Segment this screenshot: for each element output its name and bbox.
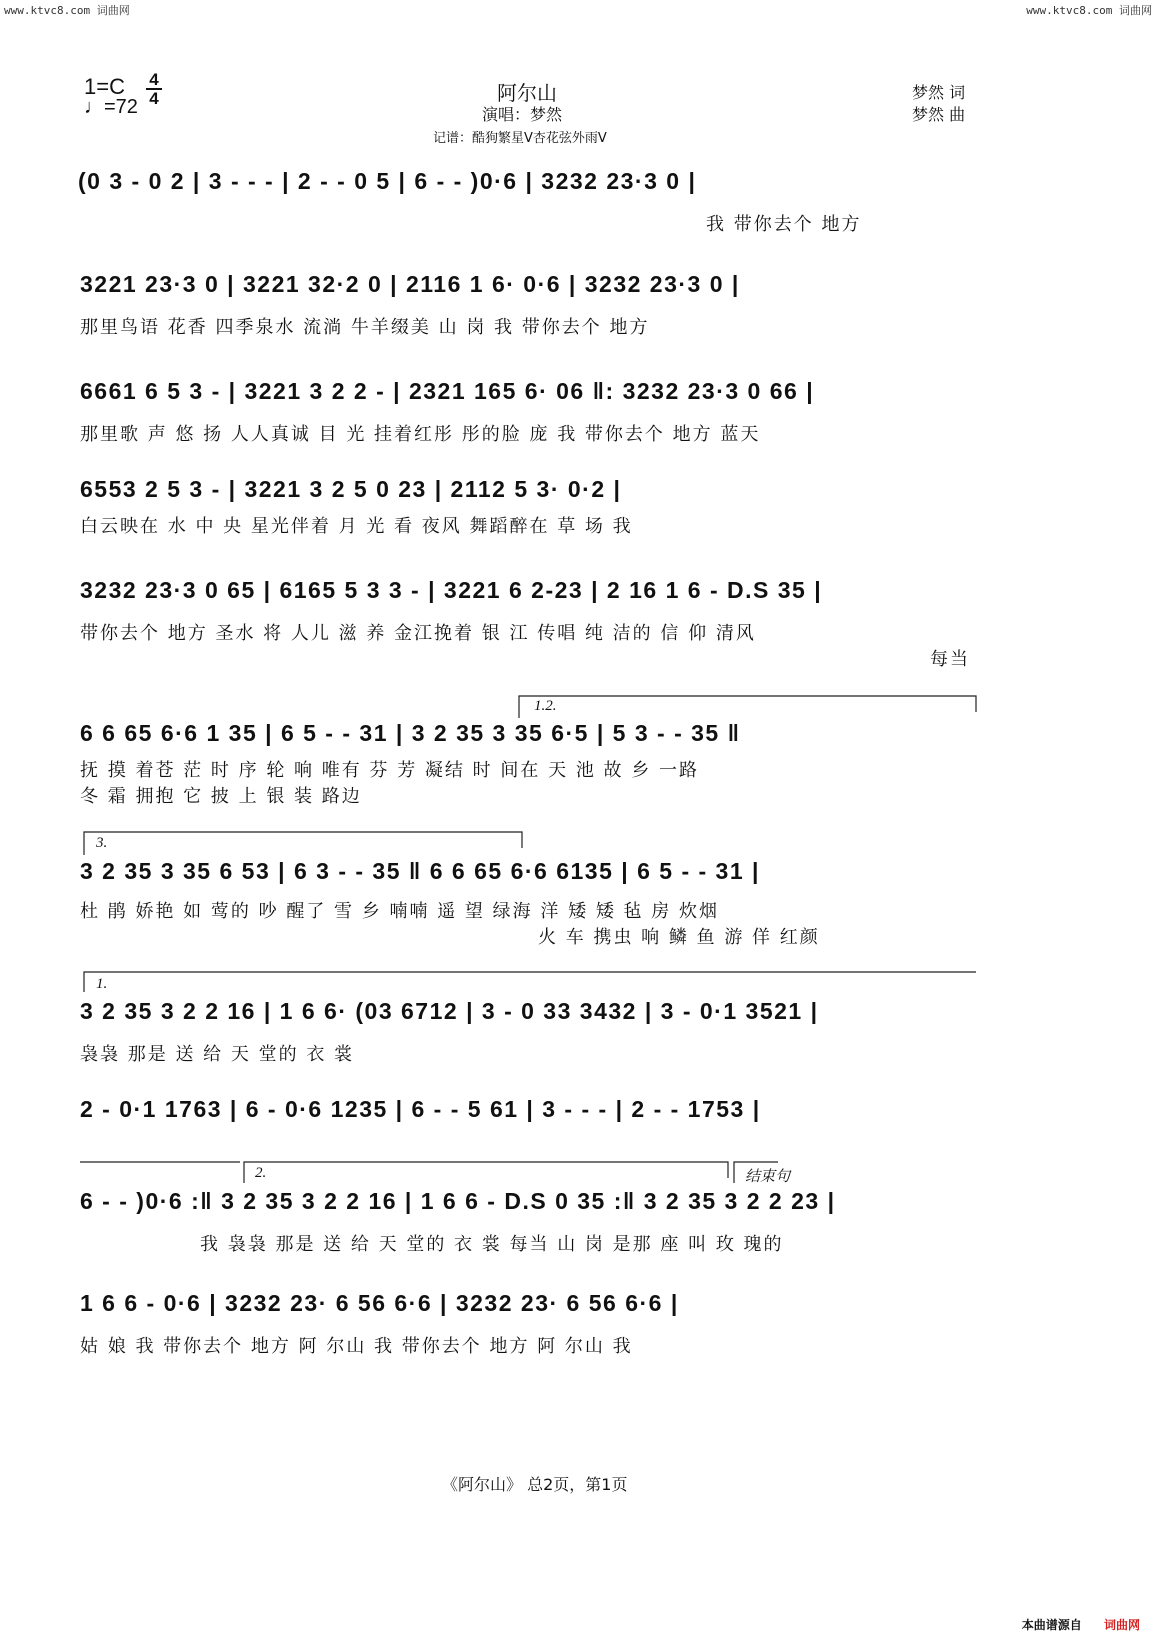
song-title: 阿尔山 (497, 81, 557, 105)
watermark-right: www.ktvc8.com 词曲网 (1026, 4, 1152, 17)
lyric-line: 那里歌 声 悠 扬 人人真诚 目 光 挂着红彤 彤的脸 庞 我 带你去个 地方 蓝天 (80, 424, 761, 445)
score-row: 6553 2 5 3 - | 3221 3 2 5 0 23 | 2112 5 3· 0·2 | (80, 476, 622, 502)
lyric-line: 抚 摸 着苍 茫 时 序 轮 响 唯有 芬 芳 凝结 时 间在 天 池 故 乡 一路 (80, 760, 699, 781)
score-row: 2 - 0·1 1763 | 6 - 0·6 1235 | 6 - - 5 61 | 3 - - - | 2 - - 1753 | (80, 1096, 761, 1122)
key-signature: 1=C (84, 74, 125, 99)
score-row: 6 6 65 6·6 1 35 | 6 5 - - 31 | 3 2 35 3 35 6·5 | 5 3 - - 35 ‖ (80, 720, 741, 746)
volta-label: 1.2. (534, 698, 557, 714)
lyric-line: 火 车 携虫 响 鳞 鱼 游 佯 红颜 (538, 927, 820, 948)
brand-site: 词曲网 (1103, 1618, 1140, 1632)
score-row: 3221 23·3 0 | 3221 32·2 0 | 2116 1 6· 0·6 | 3232 23·3 0 | (80, 271, 740, 297)
lyricist-credit: 梦然 词 (912, 83, 966, 102)
lyric-line: 姑 娘 我 带你去个 地方 阿 尔山 我 带你去个 地方 阿 尔山 我 (80, 1336, 633, 1357)
score-row: 1 6 6 - 0·6 | 3232 23· 6 56 6·6 | 3232 23· 6 56 6·6 | (80, 1290, 679, 1316)
page-footer: 《阿尔山》 总2页，第1页 (442, 1475, 628, 1494)
score-row: 3 2 35 3 35 6 53 | 6 3 - - 35 ‖ 6 6 65 6·6 6135 | 6 5 - - 31 | (80, 858, 760, 884)
lyric-line: 每当 (930, 649, 970, 670)
composer-credit: 梦然 曲 (912, 105, 966, 124)
singer-credit: 演唱：梦然 (482, 105, 563, 124)
time-signature-bottom: 4 (149, 89, 159, 108)
lyric-line: 那里鸟语 花香 四季泉水 流淌 牛羊缀美 山 岗 我 带你去个 地方 (80, 317, 650, 338)
lyric-line: 袅袅 那是 送 给 天 堂的 衣 裳 (80, 1044, 355, 1065)
transcriber-credit: 记谱：酷狗繁星V杏花弦外雨V (433, 131, 607, 146)
volta-label: 1. (96, 976, 108, 992)
lyric-line: 我 袅袅 那是 送 给 天 堂的 衣 裳 每当 山 岗 是那 座 叫 玫 瑰的 (200, 1234, 784, 1255)
score-row: (0 3 - 0 2 | 3 - - - | 2 - - 0 5 | 6 - - )0·6 | 3232 23·3 0 | (78, 168, 697, 194)
watermark-left: www.ktvc8.com 词曲网 (4, 4, 130, 17)
volta-label: 3. (96, 835, 108, 851)
source-brand (1022, 1616, 1140, 1633)
lyric-line: 冬 霜 拥抱 它 披 上 银 装 路边 (80, 786, 362, 807)
lyric-line: 带你去个 地方 圣水 将 人儿 滋 养 金江挽着 银 江 传唱 纯 洁的 信 仰 清风 (80, 623, 756, 644)
volta-label: 结束句 (745, 1169, 791, 1185)
score-row: 3 2 35 3 2 2 16 | 1 6 6· (03 6712 | 3 - 0 33 3432 | 3 - 0·1 3521 | (80, 998, 819, 1024)
lyric-line: 杜 鹃 娇艳 如 莺的 吵 醒了 雪 乡 喃喃 遥 望 绿海 洋 矮 矮 毡 房 炊烟 (80, 901, 719, 922)
tempo-marking: ♩=72 (84, 96, 138, 118)
score-row: 6 - - )0·6 :‖ 3 2 35 3 2 2 16 | 1 6 6 - D.S 0 35 :‖ 3 2 35 3 2 2 23 | (80, 1188, 836, 1214)
lyric-line: 我 带你去个 地方 (706, 214, 862, 235)
time-signature-top: 4 (149, 70, 159, 89)
score-row: 6661 6 5 3 - | 3221 3 2 2 - | 2321 165 6· 06 ‖: 3232 23·3 0 66 | (80, 378, 815, 404)
lyric-line: 白云映在 水 中 央 星光伴着 月 光 看 夜风 舞蹈醉在 草 场 我 (80, 516, 633, 537)
brand-text: 本曲谱源自 (1021, 1618, 1082, 1632)
volta-label: 2. (255, 1165, 267, 1181)
score-row: 3232 23·3 0 65 | 6165 5 3 3 - | 3221 6 2-23 | 2 16 1 6 - D.S 35 | (80, 577, 823, 603)
